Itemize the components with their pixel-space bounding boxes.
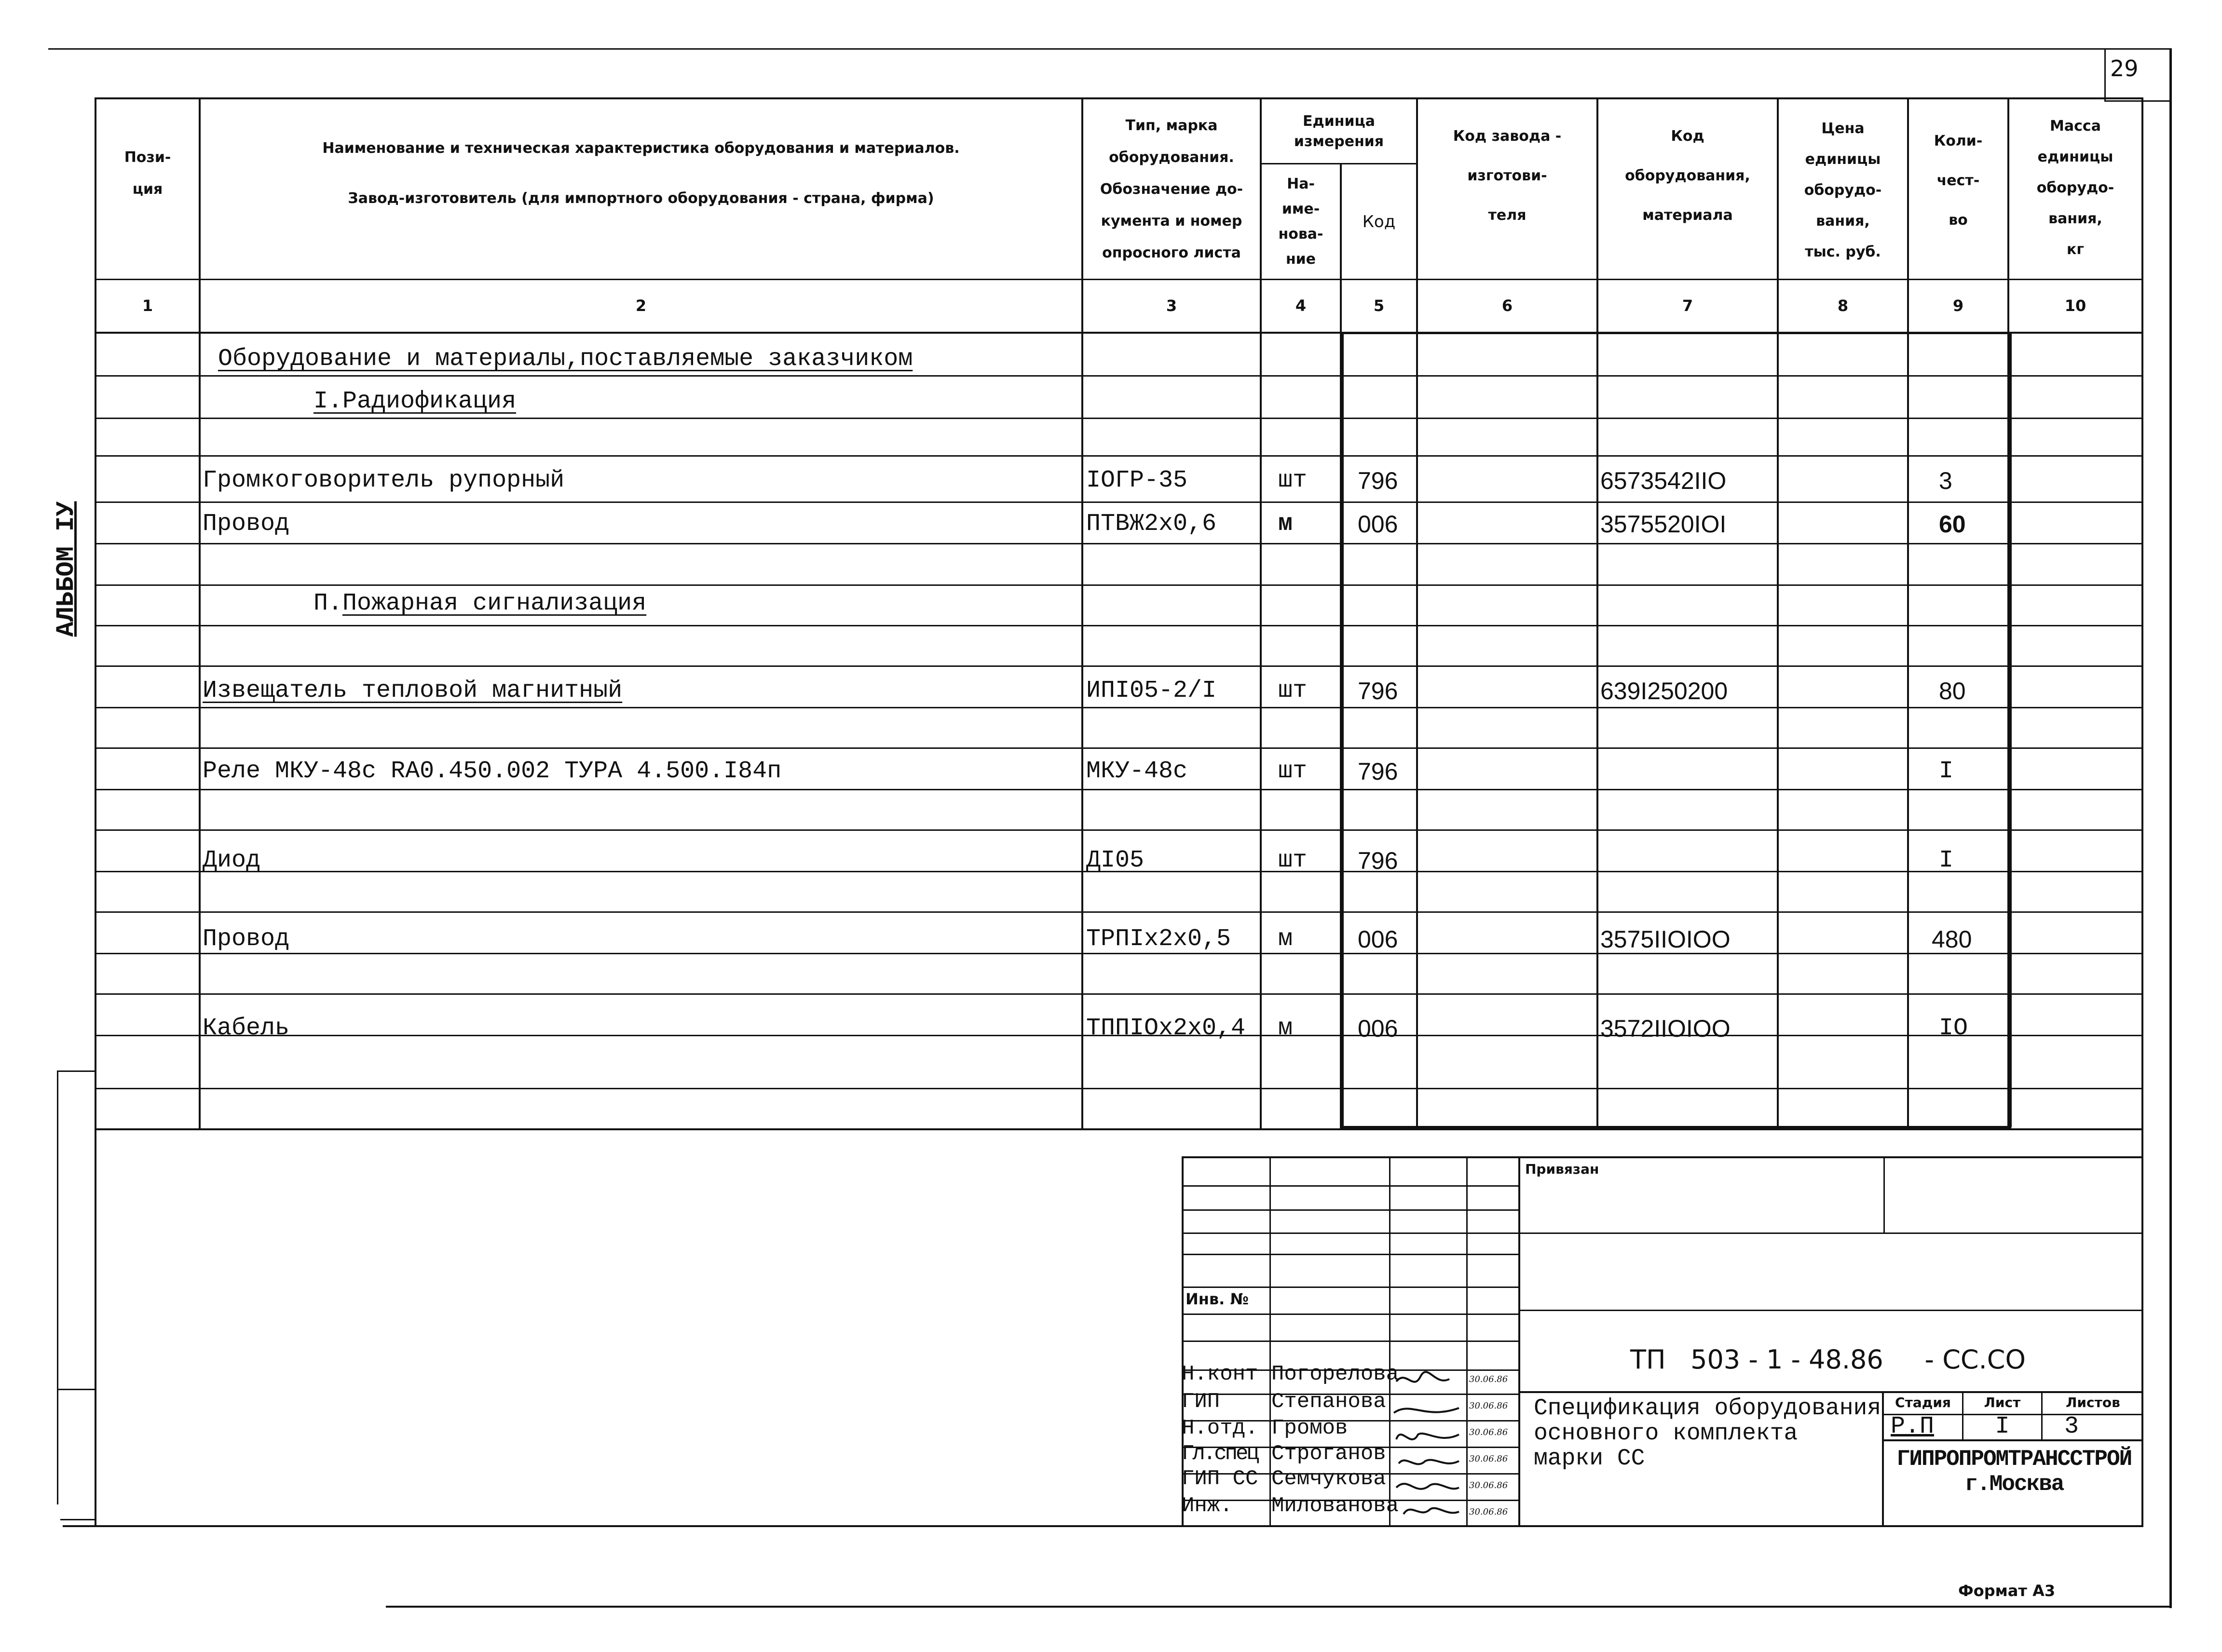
table-top-line [95,97,2143,99]
section-title: Оборудование и материалы,поставляемые заказчиком [218,345,913,373]
row-code: 796 [1358,677,1398,704]
signature-date: 30.06.86 [1469,1454,1508,1464]
column-number: 5 [1373,297,1385,315]
row-unit: шт [1278,847,1308,874]
column-number: 10 [2064,297,2086,315]
signature-role: Н.конт [1182,1362,1258,1386]
column-number: 9 [1952,297,1964,315]
subsection-fire-alarm: П.Пожарная сигнализация [314,590,647,617]
row-unit: м [1278,925,1293,953]
binding-strip-bottom [60,1519,96,1520]
row-quantity: 3 [1939,467,1952,494]
row-type: ТППIОх2х0,4 [1086,1015,1246,1042]
sheet-label: Лист [1984,1395,2021,1410]
bound-bottom-line [1519,1232,2143,1234]
table-bottom-line [63,1525,2143,1527]
row-line [95,747,2143,749]
row-line [95,375,2143,377]
signature-name: Семчукова [1271,1467,1386,1491]
binding-strip-line [57,1070,58,1504]
page-number: 29 [2110,55,2139,81]
row-line [95,1088,2143,1089]
row-line [95,1128,2143,1130]
row-unit: м [1278,510,1293,538]
signature-date: 30.06.86 [1469,1401,1508,1411]
inv-label: Инв. № [1186,1290,1249,1308]
signature-name: Милованова [1271,1494,1399,1518]
row-equipment-code: 639I250200 [1600,677,1728,704]
row-equipment-code: 6573542IIО [1600,467,1727,494]
row-type: ТРПIх2х0,5 [1086,925,1231,953]
row-quantity: 80 [1939,677,1966,704]
row-name: Провод [203,510,290,538]
signature-date: 30.06.86 [1469,1507,1508,1517]
row-line [95,543,2143,544]
row-code: 006 [1358,926,1398,953]
row-line [95,625,2143,626]
col-line-8 [1907,97,1909,1129]
stamp-row-line [1182,1209,1519,1211]
signature-role: ГИП [1182,1390,1220,1414]
stamp-row-line [1182,1185,1519,1187]
organization: ГИПРОПРОМТРАНССТРОЙ г.Москва [1896,1447,2132,1497]
row-code: 796 [1358,758,1398,785]
stamp-row-line [1182,1232,1519,1234]
binding-strip-mid [57,1389,95,1390]
signature-role: ГИП СС [1182,1467,1258,1491]
header-bottom-line [95,279,2143,280]
stamp-row-line [1182,1313,1519,1315]
row-code: 796 [1358,847,1398,874]
stamp-row-line [1182,1254,1519,1255]
format-label: Формат А3 [1958,1582,2056,1600]
header-unit-name: На- име- нова- ние [1278,176,1323,268]
row-code: 006 [1358,1015,1398,1042]
row-line [95,707,2143,708]
header-type: Тип, марка оборудования. Обозначение до- кумента и номер опросного листа [1100,117,1243,261]
row-quantity: I [1939,847,1954,874]
column-number: 1 [142,297,153,315]
row-unit: шт [1278,467,1308,494]
bottom-border-line [386,1606,2172,1608]
table-right-line [2141,97,2143,1527]
row-line [95,418,2143,419]
stage-label: Стадия [1895,1395,1951,1410]
col-line-9-bold [2009,332,2012,1127]
bound-label: Привязан [1525,1161,1599,1177]
binding-strip-top [57,1070,95,1072]
stamp-top-line [1182,1156,2143,1158]
bound-divider [1883,1156,1885,1233]
signature-date: 30.06.86 [1469,1427,1508,1437]
row-line [95,829,2143,831]
col-line-5 [1416,97,1418,1129]
row-equipment-code: 3575IIОIОО [1600,926,1731,953]
stage-value: Р.П [1891,1413,1935,1440]
sheet-value: I [1995,1413,2010,1440]
row-type: ПТВЖ2х0,6 [1086,510,1217,538]
code-top-line [1519,1310,2143,1311]
top-border-line [48,48,2170,50]
subsection-radio: I.Радиофикация [314,388,517,415]
row-name: Кабель [203,1015,290,1042]
signature-name: Громов [1271,1416,1348,1440]
row-equipment-code: 3572IIОIОО [1600,1015,1731,1042]
signature-date: 30.06.86 [1469,1374,1508,1384]
row-unit: шт [1278,677,1308,704]
signature-role: Инж. [1182,1494,1233,1518]
column-number: 4 [1295,297,1307,315]
row-name: Громкоговоритель рупорный [203,467,565,494]
row-name: Провод [203,925,290,953]
header-quantity: Коли- чест- во [1934,133,1983,229]
row-name: Диод [203,847,261,874]
right-border-line [2169,48,2172,1608]
unit-group-line [1261,163,1417,164]
row-line [95,911,2143,913]
signature-name: Строганов [1271,1442,1386,1466]
col-line-4-bold [1340,332,1344,1130]
row-line [95,501,2143,503]
row-type: МКУ-48с [1086,758,1188,785]
row-quantity: 480 [1932,926,1972,953]
column-number: 3 [1166,297,1177,315]
sheets-value: 3 [2064,1413,2079,1440]
document-title: Спецификация оборудования основного комплекта марки СС [1534,1395,1881,1472]
row-code: 006 [1358,511,1398,538]
signature-role: Гл.спец [1182,1442,1257,1466]
column-number: 6 [1501,297,1513,315]
row-line [95,455,2143,457]
col-line-6 [1596,97,1598,1129]
signature-name: Погорелова [1271,1362,1399,1386]
header-unit-group: Единица измерения [1294,113,1384,150]
header-equipment-code: Код оборудования, материала [1625,128,1750,224]
signature-role: Н.отд. [1182,1416,1258,1440]
row-name: Извещатель тепловой магнитный [203,677,623,704]
row-unit: м [1278,1015,1293,1042]
col-line-1 [199,97,201,1129]
header-factory-code: Код завода - изготови- теля [1453,128,1562,224]
column-number: 8 [1837,297,1849,315]
page-number-box-bottom [2104,100,2170,102]
page-number-box-left [2104,48,2106,101]
column-number: 7 [1682,297,1693,315]
header-name: Наименование и техническая характеристика оборудования и материалов. Завод-изготовитель (для импортного оборудования - страна, фирма) [322,140,960,207]
row-quantity: 60 [1939,511,1966,538]
row-quantity: I [1939,758,1954,785]
row-type: ДI05 [1086,847,1145,874]
stamp-row-line [1182,1286,1519,1288]
row-line [95,584,2143,586]
row-equipment-code: 3575520IОI [1600,511,1727,538]
album-label: АЛЬБОМ IУ [52,501,81,637]
row-line [95,993,2143,995]
signature-name: Степанова [1271,1390,1386,1414]
row-type: ИПI05-2/I [1086,677,1217,704]
header-mass: Масса единицы оборудо- вания, кг [2036,118,2114,258]
row-type: IОГР-35 [1086,467,1188,494]
header-price: Цена единицы оборудо- вания, тыс. руб. [1804,120,1882,260]
sheets-label: Листов [2066,1395,2120,1410]
row-code: 796 [1358,467,1398,494]
code-bottom-line [1519,1391,2143,1393]
row-unit: шт [1278,758,1308,785]
header-unit-code: Код [1362,212,1396,231]
row-name: Реле МКУ-48с RА0.450.002 ТУРА 4.500.I84п [203,758,782,785]
document-code: ТП 503 - 1 - 48.86 - СС.СО [1630,1344,2026,1375]
column-number: 2 [635,297,647,315]
stamp-row-line [1182,1341,1519,1342]
handwritten-signatures [1391,1367,1464,1521]
header-position: Пози- ция [124,149,171,198]
bold-box-top [1342,332,2011,334]
signature-date: 30.06.86 [1469,1480,1508,1490]
row-line [95,665,2143,667]
row-quantity: IО [1939,1015,1968,1042]
row-line [95,789,2143,790]
